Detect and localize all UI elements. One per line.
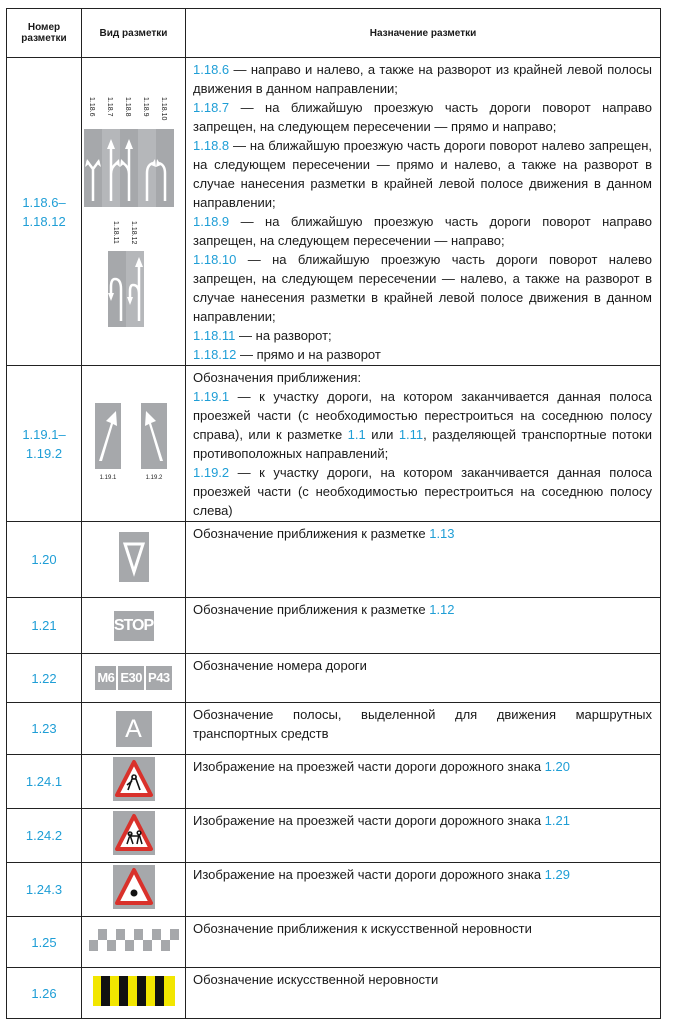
label-1-18-11: 1.18.11 xyxy=(111,221,119,244)
marking-image xyxy=(82,703,186,755)
road-number-plate: E30 xyxy=(118,666,144,690)
row-number: 1.22 xyxy=(7,654,82,703)
ref-link[interactable]: 1.18.11 xyxy=(193,328,236,343)
yield-triangle-icon xyxy=(119,532,149,582)
table-row xyxy=(7,917,661,968)
header-purpose: Назначение разметки xyxy=(186,9,661,58)
desc-text: Обозначение приближения к разметке xyxy=(193,526,430,541)
header-number: Номер разметки xyxy=(7,9,82,58)
ref-link[interactable]: 1.29 xyxy=(544,867,570,882)
row-description xyxy=(186,755,661,809)
road-number-plate: P43 xyxy=(146,666,172,690)
row-description xyxy=(186,522,661,598)
table-row xyxy=(7,654,661,703)
ref-link[interactable]: 1.21 xyxy=(544,813,570,828)
row-number: 1.21 xyxy=(7,598,82,654)
marking-image xyxy=(82,598,186,654)
children-sign-icon xyxy=(113,811,155,855)
label-1-18-7: 1.18.7 xyxy=(105,97,113,117)
marking-image xyxy=(82,968,186,1019)
ref-link[interactable]: 1.19.2 xyxy=(193,465,230,480)
desc-text: — на ближайшую проезжую часть дороги поворот налево запрещен, на следующем пересечении — налево, а также на разворот в случае нанесения разметки в крайней левой полосе движения в данном направлении; xyxy=(193,252,652,324)
bus-lane-marking: A xyxy=(116,711,152,747)
label-1-19-1: 1.19.1 xyxy=(99,475,116,481)
desc-text: , разделяющей транспортные потоки противоположных направлений; xyxy=(193,427,652,461)
table-row xyxy=(7,863,661,917)
table-row xyxy=(7,522,661,598)
ref-link[interactable]: 1.19.1 xyxy=(193,389,230,404)
label-1-19-2: 1.19.2 xyxy=(145,475,162,481)
marking-image xyxy=(82,58,186,366)
desc-text: — к участку дороги, на котором заканчивается данная полоса проезжей части (с необходимостью перестроиться на соседнюю полосу слева) xyxy=(193,465,652,518)
row-number: 1.26 xyxy=(7,968,82,1019)
table-row xyxy=(7,598,661,654)
row-number: 1.20 xyxy=(7,522,82,598)
header-view: Вид разметки xyxy=(82,9,186,58)
row-description xyxy=(186,917,661,968)
desc-text: Изображение на проезжей части дороги дорожного знака xyxy=(193,867,545,882)
desc-text: — на ближайшую проезжую часть дороги поворот направо запрещен, на следующем пересечении — прямо и направо; xyxy=(193,100,652,134)
row-description xyxy=(186,863,661,917)
ref-link[interactable]: 1.13 xyxy=(429,526,455,541)
road-works-sign-icon xyxy=(113,757,155,801)
table-row xyxy=(7,366,661,522)
row-description xyxy=(186,809,661,863)
desc-text: Обозначение номера дороги xyxy=(193,658,367,673)
ref-link[interactable]: 1.18.10 xyxy=(193,252,237,267)
ref-link[interactable]: 1.20 xyxy=(544,759,570,774)
desc-text: Обозначение приближения к искусственной неровности xyxy=(193,921,532,936)
row-number: 1.19.1– 1.19.2 xyxy=(7,366,82,522)
desc-text: — на ближайшую проезжую часть дороги поворот налево запрещен, на следующем пересечении — прямо и налево, а также на разворот в случае нанесения разметки в крайней левой полосе движения в данном направлении; xyxy=(193,138,652,210)
desc-text: Обозначение приближения к разметке xyxy=(193,602,430,617)
ref-link[interactable]: 1.18.8 xyxy=(193,138,230,153)
table-row xyxy=(7,755,661,809)
label-1-18-9: 1.18.9 xyxy=(141,97,149,117)
ref-link[interactable]: 1.18.6 xyxy=(193,62,230,77)
desc-text: Обозначение полосы, выделенной для движения маршрутных транспортных средств xyxy=(193,707,652,741)
desc-text: — на ближайшую проезжую часть дороги поворот направо запрещен, на следующем пересечении — направо; xyxy=(193,214,652,248)
stop-marking: STOP xyxy=(114,611,154,641)
marking-image xyxy=(82,366,186,522)
desc-text: — на разворот; xyxy=(235,328,332,343)
road-number-plate: M6 xyxy=(95,666,116,690)
marking-image xyxy=(82,755,186,809)
ref-link[interactable]: 1.18.9 xyxy=(193,214,230,229)
label-1-18-8: 1.18.8 xyxy=(123,97,131,117)
desc-text: — к участку дороги, на котором заканчивается данная полоса проезжей части (с необходимостью перестроиться на соседнюю полосу справа), или к разметке xyxy=(193,389,652,442)
row-number: 1.24.3 xyxy=(7,863,82,917)
marking-image xyxy=(82,809,186,863)
desc-text: или xyxy=(365,427,399,442)
row-description xyxy=(186,366,661,522)
ref-link[interactable]: 1.18.7 xyxy=(193,100,230,115)
ref-link[interactable]: 1.11 xyxy=(398,427,424,442)
row-description xyxy=(186,703,661,755)
label-1-18-10: 1.18.10 xyxy=(159,97,167,121)
desc-intro: Обозначения приближения: xyxy=(193,370,362,385)
row-number: 1.23 xyxy=(7,703,82,755)
desc-text: Изображение на проезжей части дороги дорожного знака xyxy=(193,759,545,774)
desc-text: Обозначение искусственной неровности xyxy=(193,972,439,987)
marking-image xyxy=(82,863,186,917)
table-row xyxy=(7,809,661,863)
label-1-18-6: 1.18.6 xyxy=(87,97,95,117)
table-header xyxy=(7,9,661,58)
row-number: 1.25 xyxy=(7,917,82,968)
desc-text: — направо и налево, а также на разворот из крайней левой полосы движения в данном направлении; xyxy=(193,62,652,96)
row-description xyxy=(186,654,661,703)
label-1-18-12: 1.18.12 xyxy=(129,221,137,245)
marking-image xyxy=(82,522,186,598)
row-number: 1.24.1 xyxy=(7,755,82,809)
approach-arrows-icon xyxy=(89,399,179,483)
row-description xyxy=(186,58,661,366)
table-row xyxy=(7,703,661,755)
markings-table xyxy=(6,8,661,1019)
row-description xyxy=(186,968,661,1019)
marking-image xyxy=(82,654,186,703)
ref-link[interactable]: 1.1 xyxy=(347,427,366,442)
desc-text: — прямо и на разворот xyxy=(236,347,381,362)
ref-link[interactable]: 1.12 xyxy=(429,602,455,617)
checker-bump-approach-icon xyxy=(89,929,179,951)
arrow-markings-1-18-icon xyxy=(84,89,184,329)
table-row xyxy=(7,968,661,1019)
table-row xyxy=(7,58,661,366)
row-description xyxy=(186,598,661,654)
speed-bump-marking-icon xyxy=(93,976,175,1006)
marking-image xyxy=(82,917,186,968)
warning-dot-sign-icon xyxy=(113,865,155,909)
ref-link[interactable]: 1.18.12 xyxy=(193,347,237,362)
desc-text: Изображение на проезжей части дороги дорожного знака xyxy=(193,813,545,828)
row-number: 1.24.2 xyxy=(7,809,82,863)
row-number: 1.18.6– 1.18.12 xyxy=(7,58,82,366)
